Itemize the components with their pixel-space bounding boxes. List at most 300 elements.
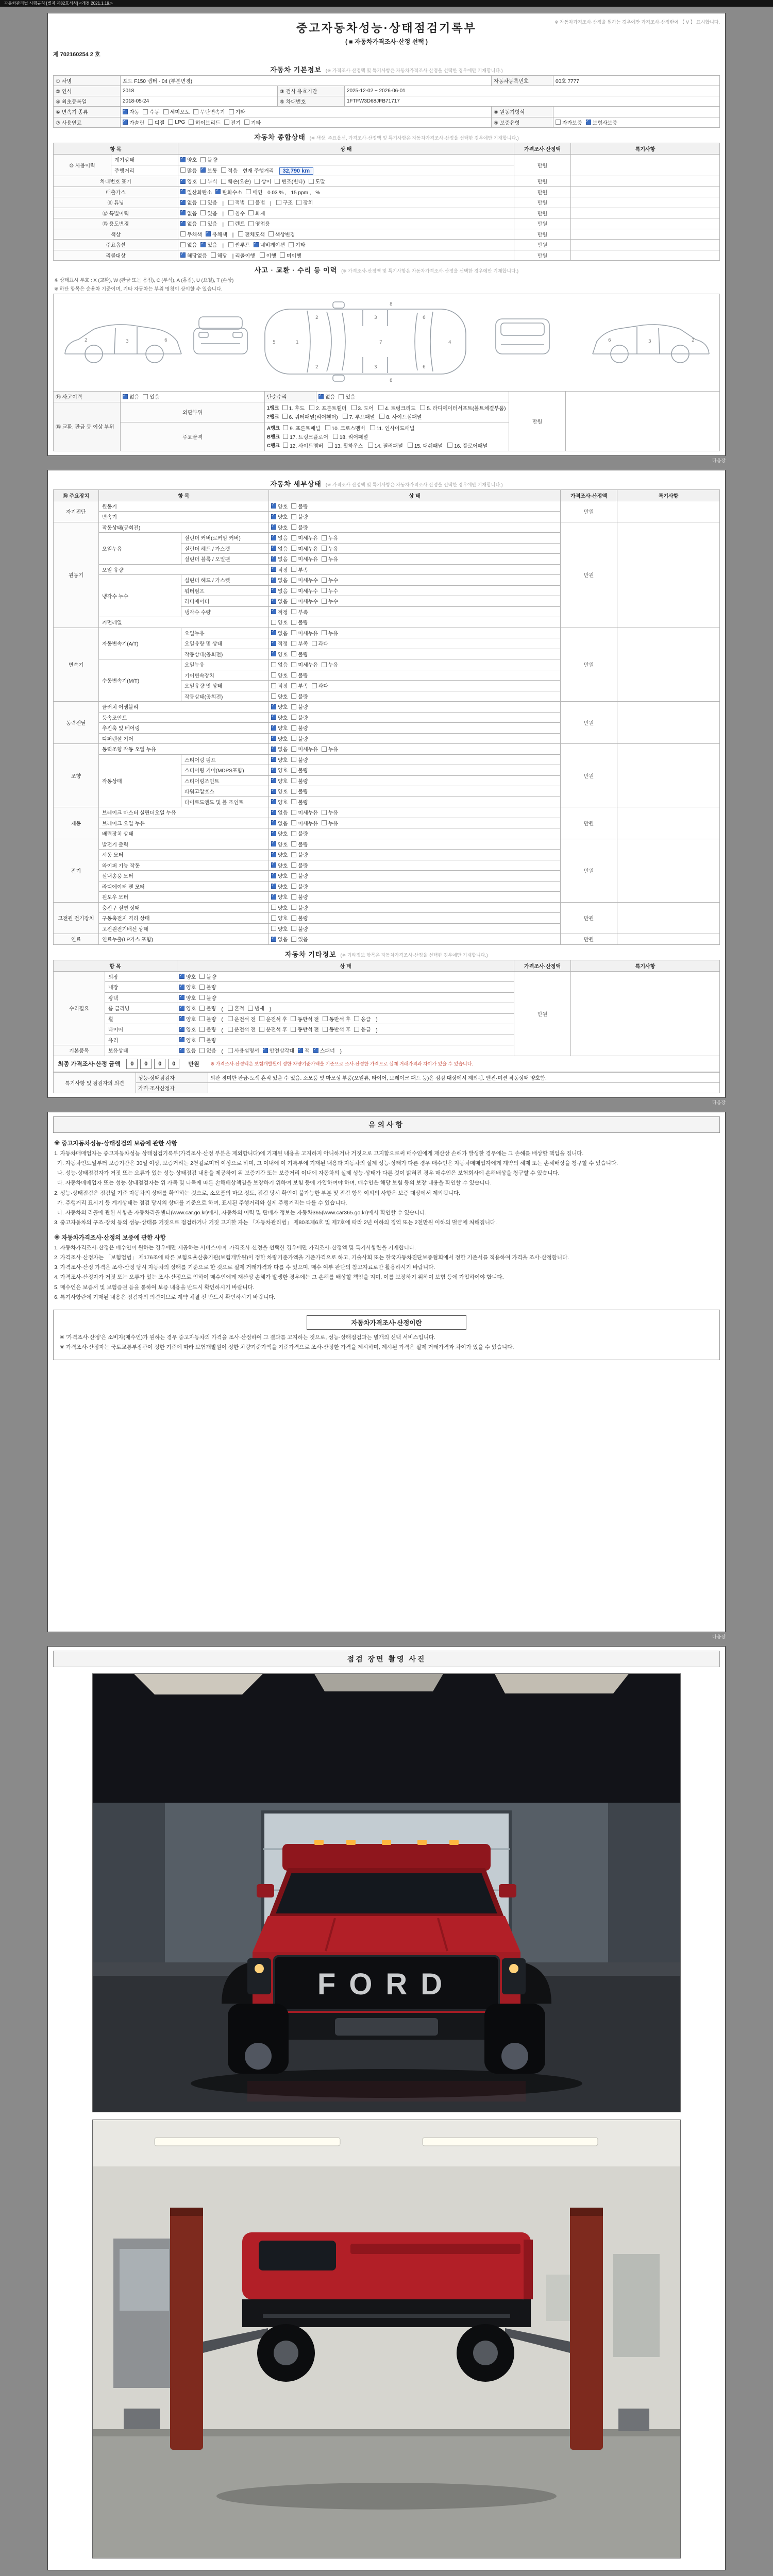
checkbox-label: 기타 <box>235 110 245 115</box>
checkbox-네비게이션[interactable] <box>254 241 285 248</box>
checkbox-양호[interactable] <box>179 1025 196 1033</box>
checkbox-label: 양호 <box>278 705 288 710</box>
checkbox-미세누수[interactable] <box>291 597 318 605</box>
diagram-part-number: 6 <box>423 315 426 320</box>
checkbox-불량[interactable] <box>199 1015 216 1023</box>
checkbox-화재[interactable] <box>248 209 265 217</box>
checkbox-없음[interactable] <box>180 241 197 248</box>
unchecked-box-icon <box>339 394 344 399</box>
checkbox-양호[interactable] <box>271 904 288 911</box>
checkbox-기타[interactable] <box>244 118 261 126</box>
checkbox-9. 프론트패널[interactable] <box>283 424 320 432</box>
checkbox-부족[interactable] <box>291 682 308 689</box>
checkbox-17. 트렁크플로어[interactable] <box>283 433 328 440</box>
checkbox-양호[interactable] <box>271 914 288 922</box>
next-page-marker: 다음장 <box>712 1634 726 1639</box>
checkbox-있음[interactable] <box>200 219 217 227</box>
checkbox-불량[interactable] <box>291 735 308 742</box>
checkbox-세미오토[interactable] <box>163 108 190 115</box>
checkbox-label: 양호 <box>278 768 288 774</box>
item-label: 수동변속기(M/T) <box>99 659 181 702</box>
checkbox-양호[interactable] <box>271 883 288 890</box>
checkbox-15. 대쉬패널[interactable] <box>408 442 443 449</box>
checkbox-동반석 후[interactable] <box>323 1015 350 1023</box>
checkbox-양호[interactable] <box>271 703 288 710</box>
checkbox-label: 없음 <box>187 243 197 248</box>
checkbox-없음[interactable] <box>271 629 288 637</box>
checkbox-불량[interactable] <box>291 650 308 658</box>
checkbox-label: 불량 <box>298 736 308 742</box>
checkbox-label: 불법 <box>255 200 265 206</box>
checkbox-누유[interactable] <box>322 629 338 637</box>
unchecked-box-icon <box>291 926 296 931</box>
checkbox-양호[interactable] <box>179 994 196 1002</box>
unchecked-box-icon <box>323 1016 328 1021</box>
checkbox-운전석 후[interactable] <box>259 1015 287 1023</box>
checkbox-흔적[interactable] <box>228 1004 244 1012</box>
checkbox-누유[interactable] <box>322 545 338 552</box>
price-cell: 만원 <box>514 971 571 1056</box>
checkbox-label: 보험사보증 <box>592 120 617 126</box>
checkbox-미세누유[interactable] <box>291 629 318 637</box>
pricing-explanation-lines <box>60 1334 713 1352</box>
checkbox-적정[interactable] <box>271 608 288 616</box>
checkbox-양호[interactable] <box>271 714 288 721</box>
checkbox-훼손(오손)[interactable] <box>221 177 251 185</box>
checkbox-미세누유[interactable] <box>291 808 318 816</box>
checkbox-양호[interactable] <box>271 735 288 742</box>
notice-item: 가. 자동차인도일부터 보증기간은 30일 이상, 보증거리는 2천킬로미터 이상으로 하며, 그 이내에 이 기록부에 기재된 내용과 자동차의 실제 성능·상태가 다른 경우 매수인은 자동차매매업자에게 계약의 해제 또는 손해배상을 청구할 수 있습니다. <box>54 1160 618 1166</box>
checkbox-불량[interactable] <box>199 1036 216 1044</box>
checkbox-있음[interactable] <box>143 393 159 400</box>
unchecked-box-icon <box>291 567 296 572</box>
part-label: 오일누유 <box>181 628 269 638</box>
checkbox-적법[interactable] <box>228 198 245 206</box>
checkbox-2. 프론트휀더[interactable] <box>309 404 346 412</box>
checkbox-양호[interactable] <box>180 177 197 185</box>
checkbox-적음[interactable] <box>221 166 238 174</box>
unchecked-box-icon <box>224 120 229 125</box>
checkbox-해당[interactable] <box>211 251 227 259</box>
checkbox-양호[interactable] <box>271 851 288 858</box>
note-cell <box>571 229 720 240</box>
checkbox-label: 불량 <box>298 620 308 626</box>
checkbox-불량[interactable] <box>291 724 308 732</box>
checkbox-불량[interactable] <box>291 872 308 879</box>
checkbox-운전석 전[interactable] <box>228 1015 256 1023</box>
checkbox-있음[interactable] <box>200 209 217 217</box>
checkbox-양호[interactable] <box>271 872 288 879</box>
checked-box-icon <box>263 1048 268 1053</box>
checked-box-icon <box>271 799 276 804</box>
rank-line <box>267 441 507 450</box>
unchecked-box-icon <box>322 578 327 583</box>
group-label: 수리필요 <box>54 971 105 1045</box>
checkbox-누유[interactable] <box>322 819 338 827</box>
checkbox-label: 적정 <box>278 567 288 573</box>
checkbox-LPG[interactable] <box>168 120 185 125</box>
state-text: | <box>221 200 225 207</box>
rank-line <box>267 403 507 412</box>
checkbox-보통[interactable] <box>200 166 217 174</box>
checkbox-기타[interactable] <box>289 241 305 248</box>
checkbox-양호[interactable] <box>271 523 288 531</box>
checkbox-누유[interactable] <box>322 660 338 668</box>
field-label: ⑧ 원동기형식 <box>492 107 553 117</box>
checked-box-icon <box>123 394 128 399</box>
checkbox-불량[interactable] <box>199 1004 216 1012</box>
overall-state-row <box>54 187 720 197</box>
checkbox-불량[interactable] <box>199 994 216 1002</box>
unchecked-box-icon <box>296 200 301 205</box>
checkbox-유채색[interactable] <box>206 230 227 238</box>
item-label: 주행거리 <box>111 165 178 176</box>
checkbox-미이행[interactable] <box>280 251 301 259</box>
checkbox-동반석 전[interactable] <box>291 1015 318 1023</box>
checkbox-label: 색상변경 <box>275 232 295 238</box>
checkbox-도말[interactable] <box>309 177 325 185</box>
checkbox-디젤[interactable] <box>148 118 164 126</box>
checkbox-양호[interactable] <box>271 756 288 764</box>
checkbox-색상변경[interactable] <box>268 230 295 238</box>
note-cell <box>617 934 720 945</box>
checkbox-자가보증[interactable] <box>556 118 582 126</box>
checkbox-무단변속기[interactable] <box>193 108 225 115</box>
checkbox-매연[interactable] <box>246 188 262 196</box>
checkbox-없음[interactable] <box>271 534 288 541</box>
checkbox-누수[interactable] <box>322 576 338 584</box>
checkbox-냄새[interactable] <box>248 1004 264 1012</box>
checkbox-label: 없음 <box>187 222 197 227</box>
state-text: | <box>230 232 236 238</box>
checkbox-양호[interactable] <box>271 861 288 869</box>
group-label: 자기진단 <box>54 501 99 522</box>
checkbox-없음[interactable] <box>271 935 288 943</box>
price-cell: 만원 <box>561 702 617 744</box>
group-label: ⑫ 특별이력 <box>54 208 178 218</box>
checkbox-11. 인사이드패널[interactable] <box>370 424 415 432</box>
checkbox-label: 하이브리드 <box>195 120 221 126</box>
checkbox-하이브리드[interactable] <box>189 118 220 126</box>
checkbox-스패너[interactable] <box>313 1046 335 1054</box>
checkbox-label: 양호 <box>278 525 288 531</box>
checkbox-불량[interactable] <box>291 766 308 774</box>
checkbox-안전삼각대[interactable] <box>263 1046 294 1054</box>
state-cell <box>269 596 561 607</box>
checkbox-미세누수[interactable] <box>291 576 318 584</box>
checkbox-불량[interactable] <box>291 829 308 837</box>
unchecked-box-icon <box>343 414 348 419</box>
checkbox-미세누유[interactable] <box>291 534 318 541</box>
checkbox-없음[interactable] <box>318 393 335 400</box>
checkbox-불량[interactable] <box>291 893 308 901</box>
checkbox-불량[interactable] <box>291 777 308 785</box>
checkbox-있음[interactable] <box>200 198 217 206</box>
checkbox-없음[interactable] <box>271 545 288 552</box>
checkbox-불량[interactable] <box>291 513 308 520</box>
checkbox-양호[interactable] <box>271 925 288 933</box>
checkbox-10. 크로스멤버[interactable] <box>325 424 365 432</box>
checkbox-기타[interactable] <box>229 108 245 115</box>
checkbox-불량[interactable] <box>199 983 216 991</box>
checkbox-label: 도말 <box>315 179 325 185</box>
checkbox-label: 양호 <box>278 853 288 858</box>
checkbox-불량[interactable] <box>291 523 308 531</box>
state-text: 현재 주행거리 <box>241 168 274 174</box>
checkbox-불량[interactable] <box>291 925 308 933</box>
checkbox-응급[interactable] <box>354 1015 371 1023</box>
checkbox-이행[interactable] <box>260 251 276 259</box>
checkbox-불량[interactable] <box>291 714 308 721</box>
checkbox-8. 사이드실패널[interactable] <box>379 413 422 420</box>
checkbox-부족[interactable] <box>291 639 308 647</box>
checkbox-미세누유[interactable] <box>291 545 318 552</box>
checkbox-양호[interactable] <box>271 766 288 774</box>
checkbox-적정[interactable] <box>271 566 288 573</box>
checkbox-상이[interactable] <box>255 177 271 185</box>
checkbox-전체도색[interactable] <box>238 230 265 238</box>
checkbox-label: 자동 <box>129 110 140 115</box>
checkbox-label: 있음 <box>149 395 160 400</box>
state-cell <box>269 575 561 586</box>
checkbox-없음[interactable] <box>271 660 288 668</box>
checkbox-14. 필러패널[interactable] <box>368 442 403 449</box>
checkbox-불법[interactable] <box>248 198 265 206</box>
checkbox-없음[interactable] <box>180 209 197 217</box>
state-text: % <box>314 190 321 196</box>
checkbox-양호[interactable] <box>271 671 288 679</box>
checkbox-label: 일산화탄소 <box>187 190 212 196</box>
overall-section-title <box>53 132 720 142</box>
overall-state-table <box>53 143 720 261</box>
checkbox-3. 도어[interactable] <box>351 404 374 412</box>
checkbox-12. 사이드멤버[interactable] <box>283 442 323 449</box>
item-label: 유리 <box>105 1035 177 1045</box>
checkbox-6. 쿼터패널(리어휀더)[interactable] <box>282 413 338 420</box>
checkbox-누수[interactable] <box>322 587 338 595</box>
checkbox-구조[interactable] <box>276 198 293 206</box>
checkbox-불량[interactable] <box>291 883 308 890</box>
checkbox-없음[interactable] <box>180 219 197 227</box>
checkbox-자동[interactable] <box>123 108 139 115</box>
checkbox-미세누유[interactable] <box>291 819 318 827</box>
checkbox-사용설명서[interactable] <box>228 1046 259 1054</box>
checkbox-적정[interactable] <box>271 682 288 689</box>
checkbox-응급[interactable] <box>354 1025 371 1033</box>
checkbox-1. 후드[interactable] <box>282 404 305 412</box>
checkbox-양호[interactable] <box>179 973 196 980</box>
checkbox-썬루프[interactable] <box>228 241 250 248</box>
checkbox-누유[interactable] <box>322 555 338 563</box>
unchecked-box-icon <box>291 514 296 519</box>
group-label: 차대번호 표기 <box>54 176 178 187</box>
checkbox-양호[interactable] <box>179 983 196 991</box>
checkbox-7. 루프패널[interactable] <box>343 413 375 420</box>
checkbox-전기[interactable] <box>224 118 241 126</box>
checkbox-부족[interactable] <box>291 608 308 616</box>
checkbox-없음[interactable] <box>271 819 288 827</box>
price-cell: 만원 <box>561 807 617 839</box>
price-digit: 0 <box>126 1059 138 1069</box>
checkbox-양호[interactable] <box>271 798 288 806</box>
opinion-text <box>208 1082 720 1093</box>
checkbox-미세누유[interactable] <box>291 555 318 563</box>
checkbox-양호[interactable] <box>271 777 288 785</box>
checkbox-누수[interactable] <box>322 597 338 605</box>
checkbox-운전석 후[interactable] <box>259 1025 287 1033</box>
checkbox-불량[interactable] <box>291 861 308 869</box>
checkbox-장치[interactable] <box>296 198 313 206</box>
unchecked-box-icon <box>283 443 288 448</box>
final-price-row <box>53 1056 720 1072</box>
unchecked-box-icon <box>271 683 276 688</box>
checkbox-누유[interactable] <box>322 534 338 541</box>
checked-box-icon <box>180 179 186 184</box>
diagram-part-number: 6 <box>164 338 167 343</box>
price-cell: 만원 <box>514 240 571 250</box>
checkbox-탄화수소[interactable] <box>215 188 242 196</box>
checkbox-있음[interactable] <box>179 1046 196 1054</box>
checkbox-없음[interactable] <box>271 745 288 753</box>
checkbox-4. 트렁크리드[interactable] <box>378 404 415 412</box>
checkbox-불량[interactable] <box>291 756 308 764</box>
checkbox-양호[interactable] <box>271 893 288 901</box>
checkbox-불량[interactable] <box>199 973 216 980</box>
field-value: 2018 <box>121 86 278 96</box>
checkbox-불량[interactable] <box>291 671 308 679</box>
notice-item: 1. 자동차매매업자는 중고자동차성능·상태점검기록부(가격조사·산정 부분은 제외합니다)에 기재된 내용을 고지하지 아니하거나 거짓으로 고지함으로써 매수인에게 재산상 손해가 발생한 경우에는 그 손해를 배상할 책임을 집니다. <box>54 1150 584 1157</box>
checkbox-보험사보증[interactable] <box>586 118 617 126</box>
checkbox-양호[interactable] <box>271 724 288 732</box>
overall-state-row <box>54 155 720 165</box>
field-label: 자동차등록번호 <box>492 76 553 86</box>
checkbox-label: 5. 라디에이터서포트(볼트체결부품) <box>427 405 506 412</box>
checkbox-양호[interactable] <box>179 1004 196 1012</box>
checkbox-양호[interactable] <box>271 840 288 848</box>
checked-box-icon <box>271 820 276 825</box>
checkbox-침수[interactable] <box>228 209 245 217</box>
checkbox-많음[interactable] <box>180 166 197 174</box>
checkbox-label: 양호 <box>186 985 196 991</box>
checkbox-없음[interactable] <box>123 393 139 400</box>
checkbox-양호[interactable] <box>271 692 288 700</box>
checked-box-icon <box>271 873 276 878</box>
checkbox-불량[interactable] <box>291 904 308 911</box>
checkbox-label: 불량 <box>298 504 308 510</box>
checkbox-미세누유[interactable] <box>291 745 318 753</box>
checkbox-불량[interactable] <box>291 703 308 710</box>
checkbox-양호[interactable] <box>271 650 288 658</box>
checkbox-미세누유[interactable] <box>291 660 318 668</box>
field-checks <box>121 107 492 117</box>
checkbox-렌트[interactable] <box>228 219 245 227</box>
checkbox-불량[interactable] <box>291 618 308 626</box>
checkbox-label: 부족 <box>298 684 308 689</box>
checkbox-불량[interactable] <box>199 1025 216 1033</box>
checkbox-5. 라디에이터서포트(볼트체결부품)[interactable] <box>420 404 506 412</box>
checkbox-양호[interactable] <box>271 618 288 626</box>
checkbox-불량[interactable] <box>291 692 308 700</box>
group-label: 변속기 <box>54 628 99 702</box>
checkbox-수동[interactable] <box>143 108 159 115</box>
checkbox-label: 양호 <box>278 926 288 933</box>
checkbox-부족[interactable] <box>291 566 308 573</box>
checkbox-없음[interactable] <box>271 808 288 816</box>
checkbox-없음[interactable] <box>271 555 288 563</box>
checkbox-불량[interactable] <box>291 787 308 795</box>
checkbox-불량[interactable] <box>291 502 308 510</box>
checkbox-가솔린[interactable] <box>123 118 144 126</box>
checkbox-없음[interactable] <box>180 198 197 206</box>
checkbox-과다[interactable] <box>312 639 328 647</box>
checkbox-양호[interactable] <box>271 502 288 510</box>
unchecked-box-icon <box>291 641 296 646</box>
checkbox-양호[interactable] <box>271 829 288 837</box>
checkbox-불량[interactable] <box>291 798 308 806</box>
item-label: 휠 <box>105 1013 177 1024</box>
checkbox-해당없음[interactable] <box>180 251 207 259</box>
checkbox-적정[interactable] <box>271 639 288 647</box>
checkbox-동반석 후[interactable] <box>323 1025 350 1033</box>
checkbox-운전석 전[interactable] <box>228 1025 256 1033</box>
checkbox-18. 리어패널[interactable] <box>333 433 368 440</box>
state-cell <box>269 512 561 522</box>
checkbox-변조(변타)[interactable] <box>275 177 305 185</box>
field-label: ⑥ 변속기 종류 <box>54 107 121 117</box>
unchecked-box-icon <box>271 672 276 677</box>
checkbox-13. 휠하우스[interactable] <box>328 442 363 449</box>
checkbox-양호[interactable] <box>271 513 288 520</box>
checkbox-있음[interactable] <box>200 241 217 248</box>
checkbox-label: 불량 <box>206 985 216 991</box>
checkbox-누유[interactable] <box>322 808 338 816</box>
checkbox-없음[interactable] <box>271 597 288 605</box>
checkbox-있음[interactable] <box>291 935 308 943</box>
checkbox-영업용[interactable] <box>248 219 270 227</box>
checkbox-동반석 전[interactable] <box>291 1025 318 1033</box>
checkbox-label: 미세누유 <box>298 663 318 668</box>
checkbox-있음[interactable] <box>339 393 355 400</box>
checkbox-과다[interactable] <box>312 682 328 689</box>
checkbox-잭[interactable] <box>298 1046 310 1054</box>
unchecked-box-icon <box>291 736 296 741</box>
checkbox-불량[interactable] <box>200 156 217 163</box>
car-diagram <box>54 296 720 386</box>
checkbox-없음[interactable] <box>271 576 288 584</box>
checkbox-불량[interactable] <box>291 840 308 848</box>
checkbox-label: 3. 도어 <box>358 405 374 412</box>
checkbox-불량[interactable] <box>291 851 308 858</box>
state-cell <box>177 1003 514 1014</box>
checkbox-누유[interactable] <box>322 745 338 753</box>
checkbox-없음[interactable] <box>271 587 288 595</box>
checkbox-양호[interactable] <box>271 787 288 795</box>
checkbox-불량[interactable] <box>291 914 308 922</box>
section-title: 자동차 기본정보 <box>270 66 322 74</box>
checked-box-icon <box>271 768 276 773</box>
checkbox-미세누수[interactable] <box>291 587 318 595</box>
checkbox-양호[interactable] <box>179 1015 196 1023</box>
checkbox-일산화탄소[interactable] <box>180 188 212 196</box>
checkbox-양호[interactable] <box>180 156 197 163</box>
checkbox-부식[interactable] <box>200 177 217 185</box>
checkbox-무채색[interactable] <box>180 230 202 238</box>
checkbox-없음[interactable] <box>199 1046 216 1054</box>
checkbox-양호[interactable] <box>179 1036 196 1044</box>
checked-box-icon <box>271 831 276 836</box>
checkbox-16. 플로어패널[interactable] <box>447 442 488 449</box>
diagram-part-number: 8 <box>390 302 393 307</box>
